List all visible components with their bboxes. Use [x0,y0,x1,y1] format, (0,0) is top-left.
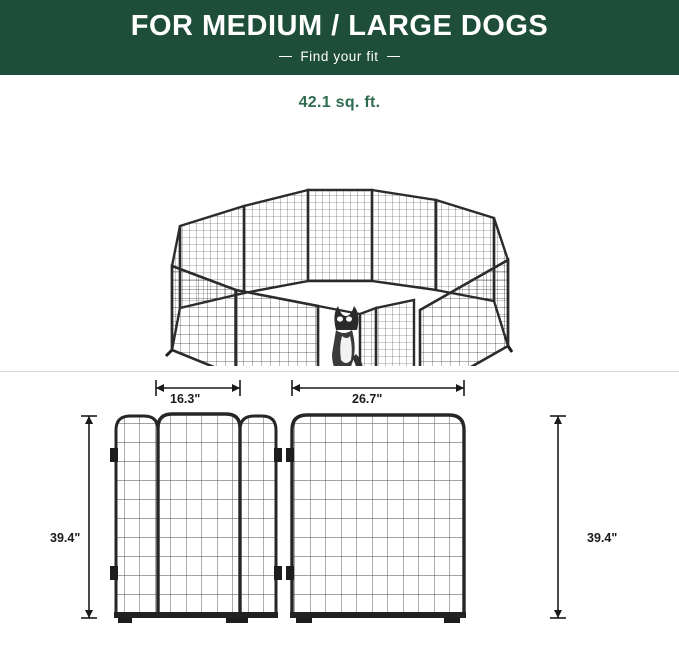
dimension-label-width-wide: 26.7" [352,392,383,406]
dash-right-icon [387,56,400,57]
page-title: FOR MEDIUM / LARGE DOGS [130,10,549,43]
dimension-line-height-right [550,416,566,618]
dog-figure [329,306,363,366]
dimension-label-width-narrow: 16.3" [170,392,201,406]
dash-left-icon [279,56,292,57]
banner-subtitle-text: Find your fit [300,48,379,64]
header-banner [0,0,679,75]
banner-subtitle [279,49,399,64]
dimension-label-height-left: 39.4" [50,531,81,545]
dimension-diagram-svg [0,366,679,648]
dimension-diagram [0,366,679,648]
panel-group-wide [286,415,466,623]
area-label: 42.1 sq. ft. [298,94,381,111]
dimension-line-height-left [81,416,97,618]
panel-group-narrow [110,414,282,623]
playpen-perspective-svg [0,118,679,366]
dimension-label-height-right: 39.4" [587,531,618,545]
playpen-illustration [0,118,679,366]
